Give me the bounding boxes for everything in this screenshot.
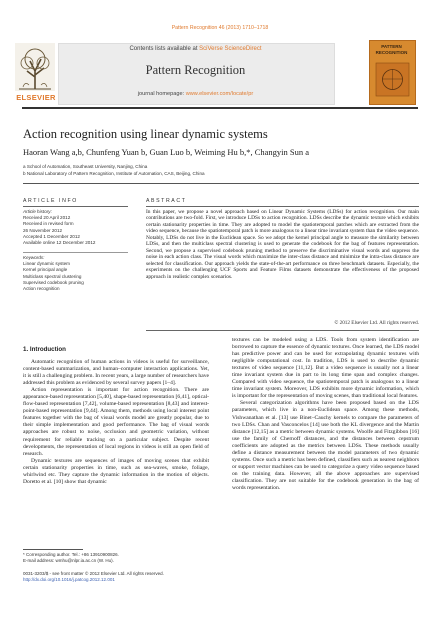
article-info-heading: ARTICLE INFO: [23, 198, 78, 204]
abstract-text: In this paper, we propose a novel approach based on Linear Dynamic Systems (LDSs) for action recognition. Our main contributions are two-fold. First, we introduce LDSs to action recognition. LDSs describe the dynamic texture which exhibits certain stationarity properties in time. They are adopted to model the spatiotemporal patches which are extracted from the video sequence, because the spatiotemporal patch is more analogous to a linear time invariant system than the video sequence. Notably, LDSs do not live in the Euclidean space. So we adopt the kernel principal angle to measure the similarity between LDSs, and then the multiclass spectral clustering is used to generate the codebook for the bag of features representation. Second, we propose a supervised codebook pruning method to preserve the discriminative visual words and suppress the noise in each action class. The visual words which maximize the inter-class distance and minimize the intra-class distance are selected for classification. Our approach yields the state-of-the-art performance on three benchmark datasets. Especially, the experiments on the challenging UCF Sports and Feature Films datasets demonstrate the effectiveness of the proposed approach in realistic complex scenarios.: [146, 209, 419, 280]
affiliation-b: b National Laboratory of Pattern Recognition, Institute of Automation, CAS, Beijing, China: [23, 171, 205, 176]
journal-citation: Pattern Recognition 46 (2013) 1710–1718: [171, 25, 269, 31]
abstract-end-rule: [146, 330, 419, 331]
keyword-item: Linear dynamic system: [23, 261, 70, 267]
history-item: 26 November 2012: [23, 227, 63, 233]
contents-available-line: [58, 46, 333, 52]
history-label: Article history:: [23, 209, 52, 214]
homepage-prefix: journal homepage:: [137, 91, 186, 97]
article-info-rule: [23, 206, 128, 207]
body-right-column: [232, 337, 419, 492]
abstract-heading: ABSTRACT: [146, 198, 187, 204]
abstract-rule: [146, 206, 419, 207]
abstract-copyright: © 2012 Elsevier Ltd. All rights reserved.: [334, 320, 419, 326]
history-item: Accepted 1 December 2012: [23, 233, 80, 239]
header-rule: [22, 107, 418, 109]
journal-homepage-line: [58, 91, 333, 97]
keyword-item: Action recognition: [23, 286, 60, 292]
homepage-link[interactable]: www.elsevier.com/locate/pr: [185, 91, 254, 97]
history-item: Received in revised form: [23, 221, 74, 227]
affiliation-rule: [23, 183, 419, 184]
sciencedirect-link[interactable]: SciVerse ScienceDirect: [199, 46, 262, 52]
body-paragraph: Automatic recognition of human actions in videos is useful for surveillance, content-based summarization, and human–computer interaction applications. Yet, it is still a challenging problem. In recent years, a large number of researchers have addressed this problem as evidenced by several survey papers [1–4].: [23, 359, 209, 387]
article-history: [23, 209, 128, 246]
keywords-list: [23, 255, 128, 292]
history-item: Available online 12 December 2012: [23, 240, 96, 246]
corresponding-author-footnote: * Corresponding author. Tel.: +86 13910900826.: [23, 552, 119, 557]
doi-link[interactable]: http://dx.doi.org/10.1016/j.patcog.2012.12.001: [23, 577, 115, 582]
history-item: Received 20 April 2012: [23, 215, 71, 221]
footnote-rule: [23, 549, 83, 550]
body-paragraph: Several categorization algorithms have been proposed based on the LDS parameters, which live in a non-Euclidean space. Among these methods, Vishwanathan et al. [13] use Binet–Cauchy kernels to compare the parameters of two LDSs. Chan and Vasconcelos [14] use both the KL divergence and the Martin distance [12,15] as a metric between dynamic systems. Woolfe and Fitzgibbon [16] use the family of Chernoff distances, and the distances between cepstrum coefficients are adopted as the metrics between LDSs. These methods usually define a distance measurement between the model parameters of two dynamic systems. Once such a metric has been defined, classifiers such as nearest neighbors or support vector machines can be used to categorize a query video sequence based on the training data. However, all the above approaches are supervised classification. They are not suitable for the codebook generation in the bag of words representation.: [232, 400, 419, 491]
introduction-heading: 1. Introduction: [23, 346, 66, 353]
cover-title: PATTERN RECOGNITION: [375, 44, 408, 55]
keyword-item: Multiclass spectral clustering: [23, 273, 82, 279]
author-list: Haoran Wang a,b, Chunfeng Yuan b, Guan Luo b, Weiming Hu b,*, Changyin Sun a: [23, 147, 310, 157]
doi-line: [23, 577, 115, 582]
issn-line: 0031-3203/$ - see front matter © 2012 Elsevier Ltd. All rights reserved.: [23, 571, 164, 576]
keywords-label: Keywords:: [23, 255, 45, 260]
journal-name: Pattern Recognition: [145, 63, 246, 77]
keywords-rule: [23, 252, 128, 253]
affiliation-a: a School of Automation, Southeast University, Nanjing, China: [23, 164, 148, 169]
keyword-item: Supervised codebook pruning: [23, 279, 84, 285]
body-paragraph: Action representation is important for action recognition. There are appearance-based representation [5,40], shape-based representation [6,41], optical-flow-based representation [7,42], volume-based representation [8,43] and interest-point-based representation [9,44]. Among them, methods using local interest point features together with the bag of visual words model are greatly popular, due to their simple implementation and good performance. The bag of visual words approaches are robust to noise, occlusion and geometric variation, without requirement for reliable tracking on a particular subject. Despite recent developments, the representation of local regions in videos is still an open field of research.: [23, 387, 209, 457]
article-title: Action recognition using linear dynamic systems: [23, 127, 268, 141]
contents-prefix: Contents lists available at: [129, 46, 200, 52]
keyword-item: Kernel principal angle: [23, 267, 68, 273]
body-paragraph: Dynamic textures are sequences of images of moving scenes that exhibit certain stationarity properties in time, such as sea-waves, smoke, foliage, whirlwind etc. They capture the dynamic information in the motion of objects. Doretto et al. [10] show that dynamic: [23, 457, 209, 485]
email-footnote: E-mail address: wmhu@nlpr.ia.ac.cn (W. Hu).: [23, 558, 114, 563]
body-paragraph: textures can be modeled using a LDS. Tools from system identification are borrowed to capture the essence of dynamic textures. Once learned, the LDS model has predictive power and can be used for extrapolating dynamic textures with negligible computational cost. In tradition, LDS is used to describe dynamic textures of video sequence [11,12]. But a video sequence is usually not a linear time invariant system due in part to its long time span and complex changes. Compared with video sequence, the spatiotemporal patch is analogous to a linear time invariant system. Moreover, LDS exhibits more dynamic information, which is important for the representation of moving scenes, than traditional local features.: [232, 337, 420, 400]
elsevier-logo-text: ELSEVIER: [16, 93, 56, 102]
body-left-column: [23, 359, 209, 486]
